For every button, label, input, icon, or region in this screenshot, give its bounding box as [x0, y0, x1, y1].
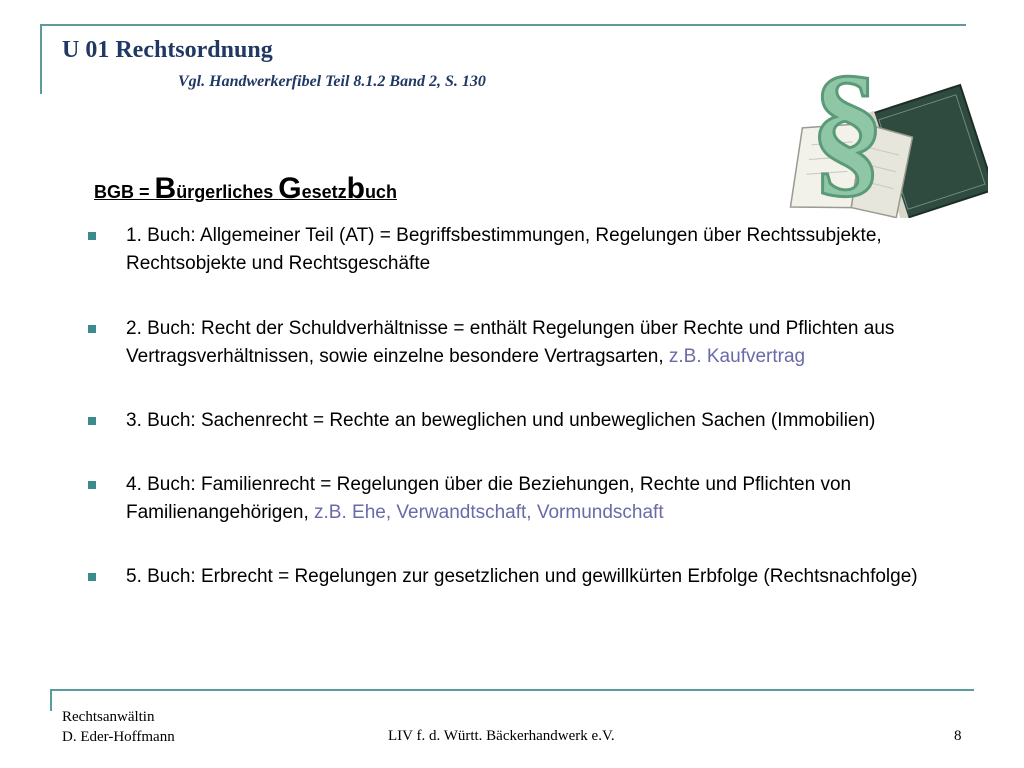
bullet-text: 2. Buch: Recht der Schuldverhältnisse = enthält Regelungen über Rechte und Pflichten aus Vertragsverhältnissen, sowie einzelne besondere Vertragsarten, [126, 318, 895, 367]
page-number: 8 [954, 728, 962, 744]
list-item [88, 407, 968, 435]
heading-initial-b: B [154, 172, 177, 205]
list-item [88, 222, 968, 278]
slide-subtitle: Vgl. Handwerkerfibel Teil 8.1.2 Band 2, S. 130 [178, 73, 486, 90]
bullet-text: 5. Buch: Erbrecht = Regelungen zur gesetzlichen und gewillkürten Erbfolge (Rechtsnachfolge) [126, 566, 918, 587]
footer-author-line1: Rechtsanwältin [62, 709, 155, 725]
bullet-example: z.B. Kaufvertrag [668, 346, 806, 367]
paragraph-book-icon [788, 28, 988, 218]
heading-rest-3: uch [364, 182, 397, 202]
bullet-marker-icon [88, 232, 96, 240]
heading-initial-g: G [278, 172, 302, 205]
bullet-example: z.B. Ehe, Verwandtschaft, Vormundschaft [314, 502, 664, 523]
bullet-text: 4. Buch: Familienrecht = Regelungen über die Beziehungen, Rechte und Pflichten von Familienangehörigen, [126, 474, 852, 523]
bullet-marker-icon [88, 481, 96, 489]
heading-rest-2: esetz [301, 182, 347, 202]
slide-title: U 01 Rechtsordnung [62, 37, 273, 63]
footer-author-line2: D. Eder-Hoffmann [62, 729, 175, 745]
footer-author [62, 707, 175, 747]
paragraph-symbol: § [810, 45, 885, 211]
footer-rule [50, 689, 974, 691]
bullet-list [88, 222, 968, 591]
heading-prefix: BGB = [94, 182, 155, 202]
footer-organization: LIV f. d. Württ. Bäckerhandwerk e.V. [388, 728, 615, 744]
heading-rest-1: ürgerliches [176, 182, 279, 202]
list-item [88, 563, 968, 591]
bullet-text: 1. Buch: Allgemeiner Teil (AT) = Begriffsbestimmungen, Regelungen über Rechtssubjekte, Rechtsobjekte und Rechtsgeschäfte [126, 225, 882, 274]
bullet-text: 3. Buch: Sachenrecht = Rechte an beweglichen und unbeweglichen Sachen (Immobilien) [126, 410, 876, 431]
header-rule [40, 24, 966, 26]
header-rule-vertical [40, 24, 42, 94]
list-item [88, 315, 968, 371]
heading-initial-b2: b [346, 172, 365, 205]
bullet-marker-icon [88, 573, 96, 581]
bullet-marker-icon [88, 325, 96, 333]
list-item [88, 471, 968, 527]
bgb-heading [94, 172, 397, 206]
bullet-marker-icon [88, 417, 96, 425]
footer-rule-vertical [50, 689, 52, 711]
